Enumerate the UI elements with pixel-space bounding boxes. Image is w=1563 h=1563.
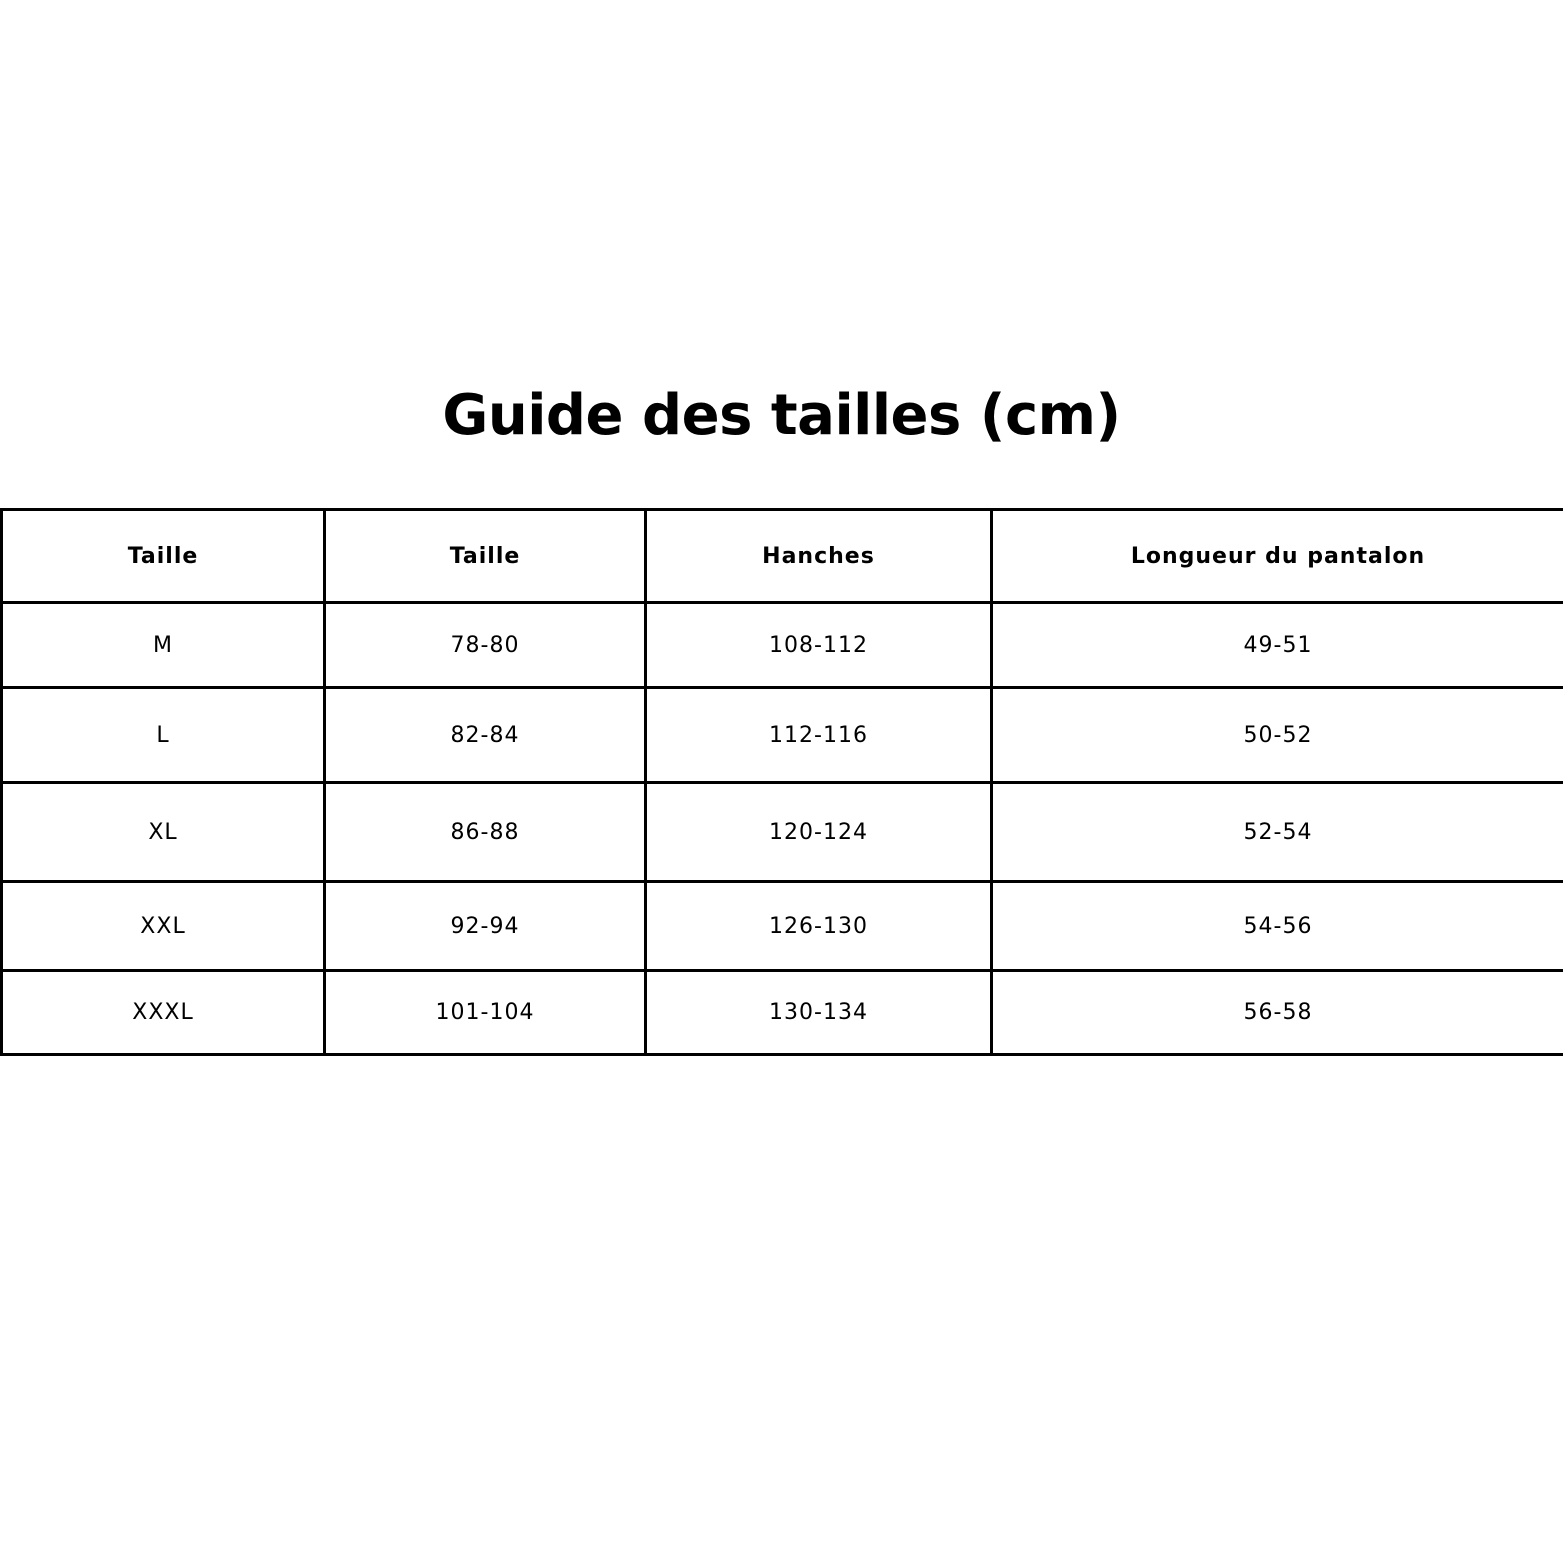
cell-hips: 112-116 [646, 688, 992, 783]
cell-hips: 120-124 [646, 783, 992, 882]
cell-hips: 126-130 [646, 882, 992, 971]
cell-hips: 108-112 [646, 603, 992, 688]
header-size: Taille [2, 510, 325, 603]
cell-hips: 130-134 [646, 971, 992, 1055]
table-header-row [2, 510, 1563, 603]
cell-pant-length: 54-56 [992, 882, 1563, 971]
table-row [2, 882, 1563, 971]
table-row [2, 783, 1563, 882]
cell-pant-length: 52-54 [992, 783, 1563, 882]
cell-waist: 78-80 [325, 603, 646, 688]
cell-pant-length: 50-52 [992, 688, 1563, 783]
cell-size: M [2, 603, 325, 688]
header-pant-length: Longueur du pantalon [992, 510, 1563, 603]
cell-pant-length: 56-58 [992, 971, 1563, 1055]
header-hips: Hanches [646, 510, 992, 603]
cell-size: XXL [2, 882, 325, 971]
table-row [2, 688, 1563, 783]
cell-waist: 86-88 [325, 783, 646, 882]
cell-waist: 92-94 [325, 882, 646, 971]
size-guide-table [0, 508, 1563, 1056]
cell-size: XXXL [2, 971, 325, 1055]
table-row [2, 971, 1563, 1055]
page-title: Guide des tailles (cm) [442, 383, 1121, 448]
cell-waist: 82-84 [325, 688, 646, 783]
cell-waist: 101-104 [325, 971, 646, 1055]
cell-size: L [2, 688, 325, 783]
cell-size: XL [2, 783, 325, 882]
header-waist: Taille [325, 510, 646, 603]
cell-pant-length: 49-51 [992, 603, 1563, 688]
table-row [2, 603, 1563, 688]
